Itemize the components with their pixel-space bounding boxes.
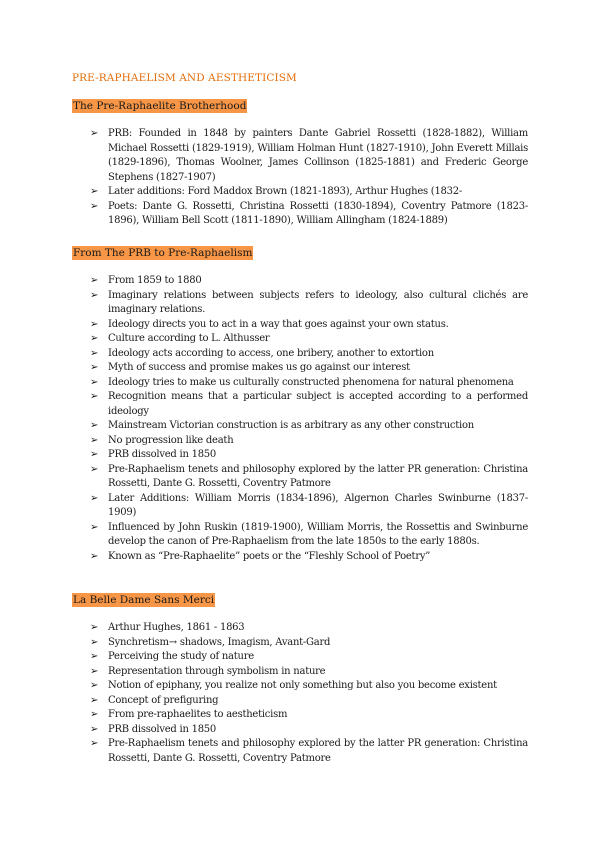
section-heading-brotherhood: The Pre-Raphaelite Brotherhood	[73, 100, 247, 112]
arrow-bullet-icon: ➢	[90, 200, 99, 212]
list-item	[90, 650, 528, 665]
list-item-text: Ideology tries to make us culturally constructed phenomena for natural phenomena	[108, 376, 514, 388]
arrow-bullet-icon: ➢	[90, 275, 99, 286]
list-item-text: Ideology acts according to access, one bribery, another to extortion	[108, 347, 434, 359]
bullet-list-brotherhood	[90, 127, 528, 229]
list-item	[90, 185, 528, 200]
list-item	[90, 708, 528, 723]
list-item-text: Ideology directs you to act in a way that goes against your own status.	[108, 318, 449, 330]
arrow-bullet-icon: ➢	[90, 362, 99, 373]
list-item	[90, 463, 528, 492]
arrow-bullet-icon: ➢	[90, 723, 99, 735]
arrow-bullet-icon: ➢	[90, 420, 99, 431]
arrow-bullet-icon: ➢	[90, 463, 99, 475]
list-item-text: Later Additions: William Morris (1834-1896), Algernon Charles Swinburne (1837-1909)	[108, 492, 528, 518]
arrow-bullet-icon: ➢	[90, 636, 99, 648]
list-item	[90, 332, 528, 347]
arrow-bullet-icon: ➢	[90, 680, 99, 691]
list-item	[90, 127, 528, 185]
list-item	[90, 200, 528, 229]
arrow-bullet-icon: ➢	[90, 709, 99, 720]
bullet-list-prb-to-pre-raphaelism	[90, 274, 528, 564]
arrow-bullet-icon: ➢	[90, 622, 99, 633]
list-item-text: Concept of prefiguring	[108, 694, 219, 706]
arrow-bullet-icon: ➢	[90, 347, 99, 359]
list-item-text: Poets: Dante G. Rossetti, Christina Rossetti (1830-1894), Coventry Patmore (1823-1896), William Bell Scott (1811-1890), William Allingham (1824-1889)	[108, 200, 528, 226]
list-item	[90, 434, 528, 449]
arrow-bullet-icon: ➢	[90, 318, 99, 330]
arrow-bullet-icon: ➢	[90, 550, 99, 562]
list-item	[90, 737, 528, 766]
list-item	[90, 347, 528, 362]
list-item	[90, 318, 528, 333]
list-item-text: Synchretism→ shadows, Imagism, Avant-Gard	[108, 636, 331, 648]
document-title: PRE-RAPHAELISM AND AESTHETICISM	[72, 72, 297, 84]
arrow-bullet-icon: ➢	[90, 333, 99, 344]
list-item-text: Known as “Pre-Raphaelite” poets or the “Fleshly School of Poetry”	[108, 550, 431, 562]
arrow-bullet-icon: ➢	[90, 376, 99, 388]
list-item-text: PRB: Founded in 1848 by painters Dante Gabriel Rossetti (1828-1882), William Michael Rossetti (1829-1919), William Holman Hunt (1827-1910), John Everett Millais (1829-1896), Thomas Woolner, James Collinson (1825-1881) and Frederic George Stephens (1827-1907)	[108, 128, 528, 183]
list-item	[90, 621, 528, 636]
list-item	[90, 419, 528, 434]
arrow-bullet-icon: ➢	[90, 738, 99, 749]
arrow-bullet-icon: ➢	[90, 694, 99, 706]
list-item-text: No progression like death	[108, 434, 234, 446]
list-item	[90, 521, 528, 550]
list-item-text: Pre-Raphaelism tenets and philosophy explored by the latter PR generation: Christina Rossetti, Dante G. Rossetti, Coventry Patmore	[108, 738, 528, 764]
arrow-bullet-icon: ➢	[90, 434, 99, 446]
list-item-text: From pre-raphaelites to aestheticism	[108, 709, 288, 720]
list-item	[90, 289, 528, 318]
list-item	[90, 448, 528, 463]
list-item-text: Notion of epiphany, you realize not only something but also you become existent	[108, 680, 497, 691]
bullet-list-la-belle-dame	[90, 621, 528, 766]
list-item	[90, 723, 528, 738]
list-item-text: Imaginary relations between subjects refers to ideology, also cultural clichés are imaginary relations.	[108, 289, 528, 315]
section-heading-prb-to-pre-raphaelism: From The PRB to Pre-Raphaelism	[73, 247, 253, 259]
list-item	[90, 274, 528, 289]
arrow-bullet-icon: ➢	[90, 449, 99, 460]
list-item-text: Culture according to L. Althusser	[108, 333, 270, 344]
list-item	[90, 390, 528, 419]
list-item	[90, 376, 528, 391]
list-item	[90, 361, 528, 376]
list-item	[90, 679, 528, 694]
arrow-bullet-icon: ➢	[90, 391, 99, 402]
list-item	[90, 492, 528, 521]
list-item-text: PRB dissolved in 1850	[108, 723, 217, 735]
arrow-bullet-icon: ➢	[90, 289, 99, 301]
list-item-text: Myth of success and promise makes us go against our interest	[108, 362, 410, 373]
list-item-text: Later additions: Ford Maddox Brown (1821-1893), Arthur Hughes (1832-	[108, 186, 463, 197]
list-item-text: Mainstream Victorian construction is as arbitrary as any other construction	[108, 420, 474, 431]
list-item	[90, 665, 528, 680]
arrow-bullet-icon: ➢	[90, 128, 99, 139]
arrow-bullet-icon: ➢	[90, 521, 99, 533]
list-item-text: Pre-Raphaelism tenets and philosophy explored by the latter PR generation: Christina Rossetti, Dante G. Rossetti, Coventry Patmore	[108, 463, 528, 489]
list-item	[90, 550, 528, 565]
list-item	[90, 694, 528, 709]
arrow-bullet-icon: ➢	[90, 492, 99, 504]
section-heading-la-belle-dame: La Belle Dame Sans Merci	[73, 594, 215, 606]
arrow-bullet-icon: ➢	[90, 186, 99, 197]
list-item-text: Recognition means that a particular subject is accepted according to a performed ideology	[108, 391, 528, 417]
list-item-text: Representation through symbolism in nature	[108, 665, 326, 677]
list-item-text: Influenced by John Ruskin (1819-1900), William Morris, the Rossettis and Swinburne develop the canon of Pre-Raphaelism from the late 1850s to the early 1880s.	[108, 521, 528, 547]
list-item-text: From 1859 to 1880	[108, 275, 202, 286]
list-item-text: Perceiving the study of nature	[108, 651, 254, 662]
list-item-text: PRB dissolved in 1850	[108, 449, 217, 460]
list-item	[90, 636, 528, 651]
arrow-bullet-icon: ➢	[90, 651, 99, 662]
arrow-bullet-icon: ➢	[90, 665, 99, 677]
list-item-text: Arthur Hughes, 1861 - 1863	[108, 622, 245, 633]
